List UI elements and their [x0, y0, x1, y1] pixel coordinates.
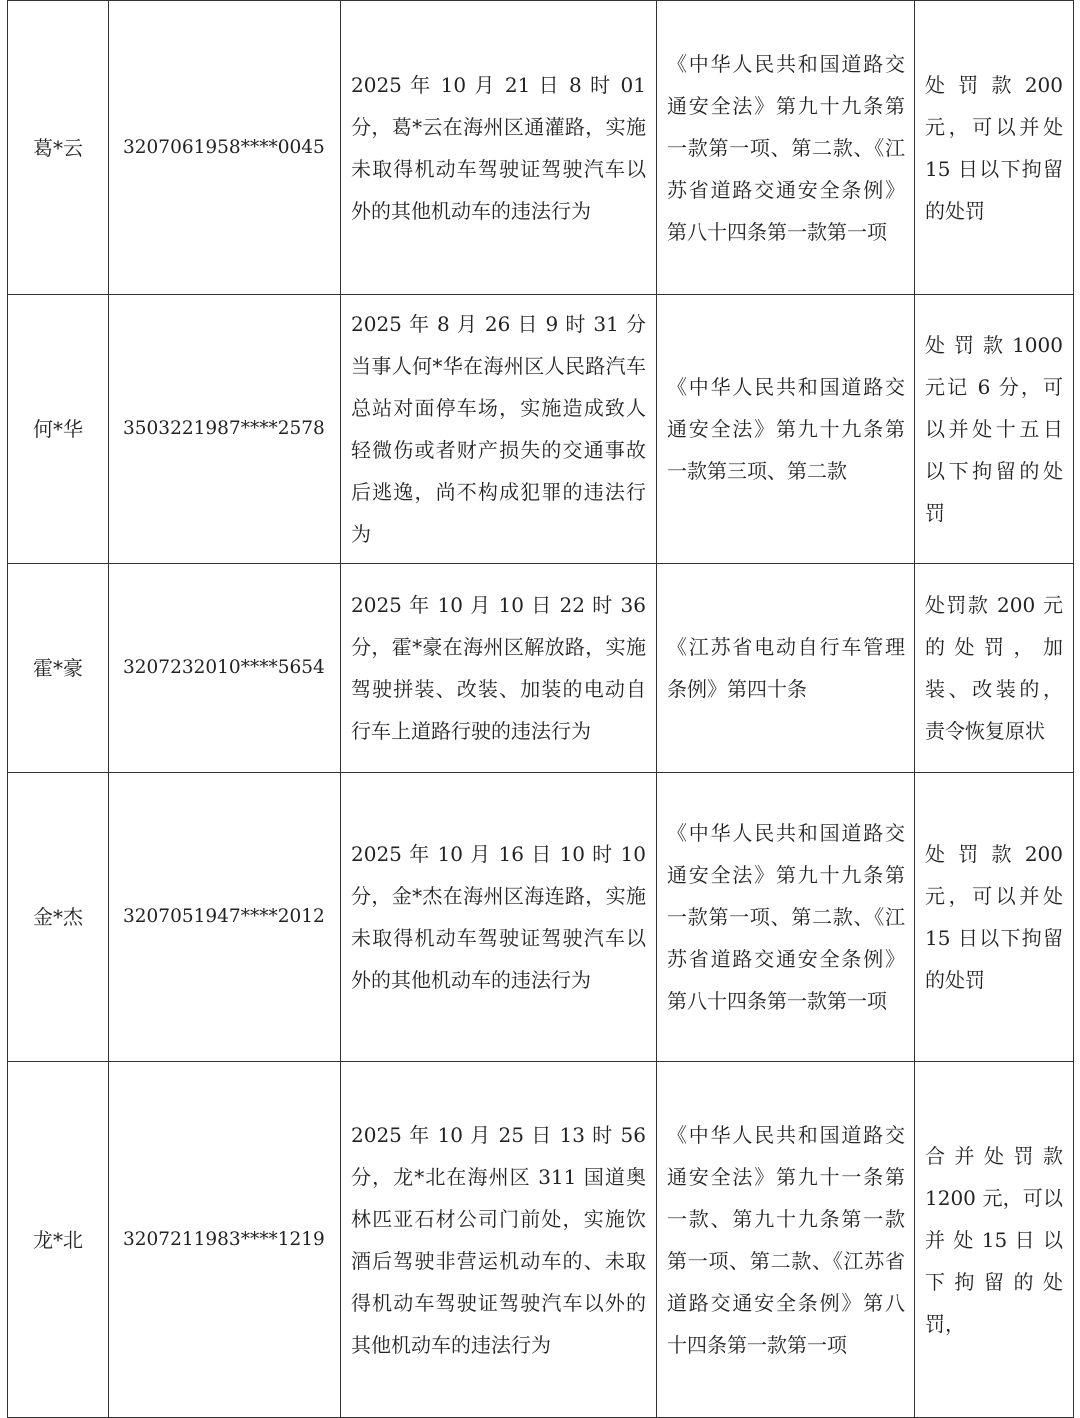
id-number-cell — [109, 295, 341, 564]
id-number: 3503221987****2578 — [123, 418, 325, 439]
party-name: 金*杰 — [33, 905, 83, 929]
violation-description-cell — [341, 564, 657, 773]
violation-description-cell — [341, 1, 657, 295]
id-number-cell — [109, 1062, 341, 1418]
legal-basis-cell — [657, 1, 915, 295]
table-row — [8, 773, 1074, 1062]
legal-basis-cell — [657, 295, 915, 564]
penalty-cell — [915, 1, 1074, 295]
penalty-text: 处 罚 款 1000 元记 6 分，可以并处十五日以下拘留的处罚 — [925, 333, 1063, 525]
penalty-cell — [915, 295, 1074, 564]
penalty-records-table — [7, 0, 1074, 1418]
violation-description-cell — [341, 1062, 657, 1418]
penalty-cell — [915, 773, 1074, 1062]
legal-basis: 《中华人民共和国道路交通安全法》第九十九条第一款第一项、第二款、《江苏省道路交通安全条例》第八十四条第一款第一项 — [667, 821, 905, 1013]
violation-description: 2025 年 10 月 21 日 8 时 01 分，葛*云在海州区通灌路，实施未取得机动车驾驶证驾驶汽车以外的其他机动车的违法行为 — [351, 72, 646, 223]
party-name-cell — [8, 773, 109, 1062]
id-number: 3207051947****2012 — [123, 906, 325, 927]
table-row — [8, 1, 1074, 295]
party-name: 霍*豪 — [33, 656, 83, 680]
legal-basis-cell — [657, 773, 915, 1062]
table-row — [8, 564, 1074, 773]
id-number-cell — [109, 773, 341, 1062]
legal-basis: 《中华人民共和国道路交通安全法》第九十九条第一款第三项、第二款 — [667, 375, 905, 483]
legal-basis: 《中华人民共和国道路交通安全法》第九十一条第一款、第九十九条第一款第一项、第二款、《江苏省道路交通安全条例》第八十四条第一款第一项 — [667, 1122, 905, 1357]
party-name: 何*华 — [33, 417, 83, 441]
id-number: 3207232010****5654 — [123, 657, 325, 678]
id-number: 3207211983****1219 — [123, 1228, 325, 1250]
legal-basis-cell — [657, 1062, 915, 1418]
id-number: 3207061958****0045 — [123, 136, 325, 158]
party-name-cell — [8, 1, 109, 295]
legal-basis: 《中华人民共和国道路交通安全法》第九十九条第一款第一项、第二款、《江苏省道路交通安全条例》第八十四条第一款第一项 — [667, 51, 905, 244]
penalty-text: 合 并 处 罚 款 1200 元，可以并 处 15 日 以 下 拘 留 的 处 罚， — [925, 1143, 1063, 1336]
penalty-text: 处 罚 款 200 元，可以并处 15 日以下拘留的处罚 — [925, 842, 1063, 992]
penalty-cell — [915, 564, 1074, 773]
violation-description: 2025 年 8 月 26 日 9 时 31 分当事人何*华在海州区人民路汽车总站对面停车场，实施造成致人轻微伤或者财产损失的交通事故后逃逸，尚不构成犯罪的违法行为 — [351, 312, 646, 546]
party-name: 葛*云 — [33, 135, 83, 160]
table-row — [8, 295, 1074, 564]
party-name-cell — [8, 295, 109, 564]
party-name-cell — [8, 564, 109, 773]
violation-description: 2025 年 10 月 10 日 22 时 36 分，霍*豪在海州区解放路，实施驾驶拼装、改装、加装的电动自行车上道路行驶的违法行为 — [351, 593, 646, 743]
legal-basis: 《江苏省电动自行车管理条例》第四十条 — [667, 635, 905, 701]
penalty-text: 处 罚 款 200 元，可以并处 15 日以下拘留的处罚 — [925, 72, 1063, 223]
violation-description: 2025 年 10 月 16 日 10 时 10 分，金*杰在海州区海连路，实施未取得机动车驾驶证驾驶汽车以外的其他机动车的违法行为 — [351, 842, 646, 992]
party-name: 龙*北 — [33, 1227, 83, 1252]
table-row — [8, 1062, 1074, 1418]
party-name-cell — [8, 1062, 109, 1418]
penalty-cell — [915, 1062, 1074, 1418]
id-number-cell — [109, 564, 341, 773]
violation-description-cell — [341, 295, 657, 564]
violation-description-cell — [341, 773, 657, 1062]
penalty-text: 处罚款 200 元的处罚，加装、改装的，责令恢复原状 — [925, 593, 1063, 743]
legal-basis-cell — [657, 564, 915, 773]
id-number-cell — [109, 1, 341, 295]
violation-description: 2025 年 10 月 25 日 13 时 56 分，龙*北在海州区 311 国道奥林匹亚石材公司门前处，实施饮酒后驾驶非营运机动车的、未取得机动车驾驶证驾驶汽车以外的其他机动车的违法行为 — [351, 1122, 646, 1357]
